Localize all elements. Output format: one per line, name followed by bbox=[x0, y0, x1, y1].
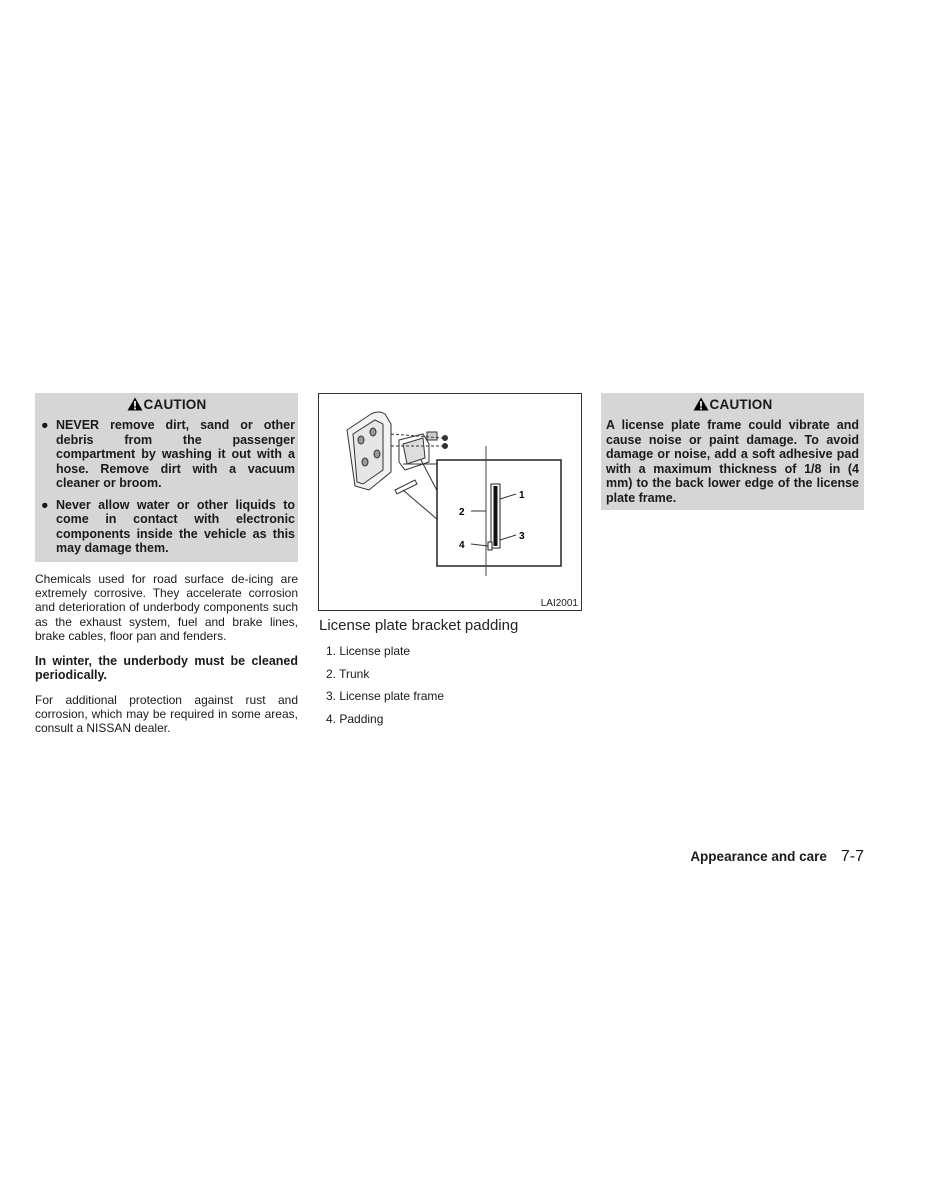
padding-drawing bbox=[488, 542, 492, 550]
page-footer bbox=[690, 848, 864, 866]
license-plate-drawing bbox=[494, 486, 498, 546]
caution-text: A license plate frame could vibrate and cause noise or paint damage. To avoid damage or noise, add a soft adhesive pad with a maximum thickness of 1/8 in (4 mm) to the back lower edge of the license plate frame. bbox=[606, 418, 859, 505]
caution-item-text: Never allow water or other liquids to come in contact with electronic components inside the vehicle as this may damage them. bbox=[56, 497, 295, 555]
body-paragraph: For additional protection against rust and corrosion, which may be required in some areas, consult a NISSAN dealer. bbox=[35, 692, 298, 736]
padding-strip-drawing bbox=[395, 480, 417, 494]
caution-item-text: remove dirt, sand or other debris from the passenger compartment by washing it out with a hose. Remove dirt with a vacuum cleaner or broom. bbox=[56, 418, 295, 490]
caution-item bbox=[38, 498, 295, 556]
body-paragraph: Chemicals used for road surface de-icing are extremely corrosive. They accelerate corrosion and deterioration of underbody components such as the exhaust system, fuel and brake lines, brake cables, floor pan and fenders. bbox=[35, 571, 298, 644]
warning-icon bbox=[693, 397, 709, 411]
caution-title: CAUTION bbox=[143, 397, 207, 412]
caution-item bbox=[38, 418, 295, 491]
figure-legend-list bbox=[318, 644, 582, 726]
callout-2: 2 bbox=[459, 507, 465, 518]
figure-title: License plate bracket padding bbox=[319, 617, 519, 634]
list-item: 4. Padding bbox=[326, 711, 384, 726]
right-column bbox=[601, 393, 864, 510]
left-column bbox=[35, 393, 298, 736]
body-paragraph-bold: In winter, the underbody must be cleaned periodically. bbox=[35, 653, 298, 683]
warning-icon bbox=[127, 397, 143, 411]
bracket-illustration bbox=[319, 394, 581, 610]
trunk-panel-drawing bbox=[347, 412, 437, 490]
caution-item-lead: NEVER bbox=[56, 418, 100, 432]
callout-3: 3 bbox=[519, 531, 525, 542]
list-item: 2. Trunk bbox=[326, 666, 370, 681]
callout-4: 4 bbox=[459, 540, 465, 551]
caution-heading bbox=[604, 397, 861, 413]
list-item: 1. License plate bbox=[326, 644, 411, 658]
list-item: 3. License plate frame bbox=[326, 689, 445, 704]
caution-box bbox=[35, 393, 298, 562]
callout-1: 1 bbox=[519, 490, 525, 501]
figure-code: LAI2001 bbox=[540, 598, 578, 609]
page-number: 7-7 bbox=[840, 848, 864, 865]
caution-title: CAUTION bbox=[709, 397, 773, 412]
bullet-icon: ● bbox=[41, 418, 49, 432]
license-plate-bracket-figure bbox=[318, 393, 582, 611]
middle-column bbox=[318, 393, 582, 734]
bullet-icon: ● bbox=[41, 497, 49, 512]
caution-box bbox=[601, 393, 864, 510]
section-name: Appearance and care bbox=[690, 849, 827, 864]
caution-heading bbox=[38, 397, 295, 413]
